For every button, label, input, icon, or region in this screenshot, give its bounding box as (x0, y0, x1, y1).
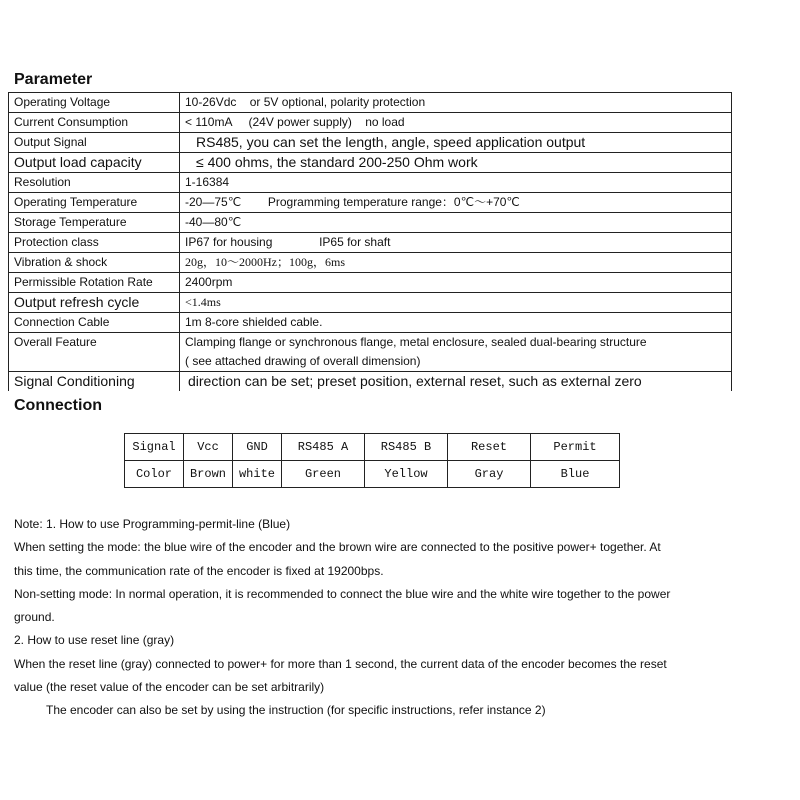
table-cell: GND (233, 434, 282, 461)
table-row (9, 293, 732, 313)
param-value: RS485, you can set the length, angle, speed application output (180, 133, 732, 153)
param-label: Connection Cable (9, 313, 180, 333)
param-label: Output load capacity (9, 153, 180, 173)
param-value-line: Clamping flange or synchronous flange, metal enclosure, sealed dual-bearing structure (185, 335, 647, 349)
note-line: Non-setting mode: In normal operation, it is recommended to connect the blue wire and the white wire together to the power (14, 586, 671, 601)
param-value: 20g，10～2000Hz；100g，6ms (180, 253, 732, 273)
table-cell: RS485 B (365, 434, 448, 461)
table-cell: Blue (531, 461, 620, 488)
param-value: 2400rpm (180, 273, 732, 293)
param-value: 1-16384 (180, 173, 732, 193)
note-line: value (the reset value of the encoder can be set arbitrarily) (14, 680, 325, 695)
table-row (9, 213, 732, 233)
table-row (9, 253, 732, 273)
param-value: -20—75℃ Programming temperature range：0℃～+70℃ (180, 193, 732, 213)
note-line: When the reset line (gray) connected to power+ for more than 1 second, the current data of the encoder becomes the reset (14, 656, 667, 671)
table-row (9, 233, 732, 253)
param-value: 1m 8-core shielded cable. (180, 313, 732, 333)
param-value-line: ( see attached drawing of overall dimension) (185, 354, 421, 368)
param-label: Vibration & shock (9, 253, 180, 273)
table-row (125, 461, 620, 488)
table-cell: Reset (448, 434, 531, 461)
param-value: <1.4ms (180, 293, 732, 313)
note-line: this time, the communication rate of the encoder is fixed at 19200bps. (14, 563, 384, 578)
note-line: The encoder can also be set by using the instruction (for specific instructions, refer instance 2) (46, 703, 546, 718)
note-line: 2. How to use reset line (gray) (14, 633, 175, 648)
param-label: Protection class (9, 233, 180, 253)
table-row (125, 434, 620, 461)
param-label: Storage Temperature (9, 213, 180, 233)
param-label: Output Signal (9, 133, 180, 153)
table-row (9, 173, 732, 193)
param-label: Permissible Rotation Rate (9, 273, 180, 293)
table-row (9, 193, 732, 213)
connection-heading: Connection (14, 397, 102, 414)
table-cell: RS485 A (282, 434, 365, 461)
table-cell: Yellow (365, 461, 448, 488)
table-cell: Vcc (184, 434, 233, 461)
table-row (9, 333, 732, 372)
table-cell: Color (125, 461, 184, 488)
param-label: Output refresh cycle (9, 293, 180, 313)
parameter-heading: Parameter (14, 71, 93, 88)
param-label: Current Consumption (9, 113, 180, 133)
table-row (9, 153, 732, 173)
param-label: Overall Feature (9, 333, 180, 372)
param-value: < 110mA (24V power supply) no load (180, 113, 732, 133)
notes-section (14, 513, 754, 723)
param-label: Operating Temperature (9, 193, 180, 213)
connection-table (124, 433, 620, 488)
note-line: ground. (14, 610, 55, 625)
table-cell: Gray (448, 461, 531, 488)
table-cell: Signal (125, 434, 184, 461)
param-label: Signal Conditioning (9, 372, 180, 392)
note-line: Note: 1. How to use Programming-permit-line (Blue) (14, 517, 291, 531)
param-label: Resolution (9, 173, 180, 193)
param-label: Operating Voltage (9, 93, 180, 113)
table-row (9, 113, 732, 133)
param-value: ≤ 400 ohms, the standard 200-250 Ohm work (180, 153, 732, 173)
table-cell: Brown (184, 461, 233, 488)
param-value: IP67 for housing IP65 for shaft (180, 233, 732, 253)
table-cell: Permit (531, 434, 620, 461)
table-cell: white (233, 461, 282, 488)
table-row (9, 313, 732, 333)
parameter-table (8, 92, 732, 391)
param-value: -40—80℃ (180, 213, 732, 233)
table-row (9, 93, 732, 113)
note-line: When setting the mode: the blue wire of the encoder and the brown wire are connected to the positive power+ together. At (14, 540, 661, 555)
param-value: direction can be set; preset position, external reset, such as external zero (180, 372, 732, 392)
table-row (9, 273, 732, 293)
param-value (180, 333, 732, 372)
table-cell: Green (282, 461, 365, 488)
table-row (9, 372, 732, 392)
table-row (9, 133, 732, 153)
param-value: 10-26Vdc or 5V optional, polarity protection (180, 93, 732, 113)
